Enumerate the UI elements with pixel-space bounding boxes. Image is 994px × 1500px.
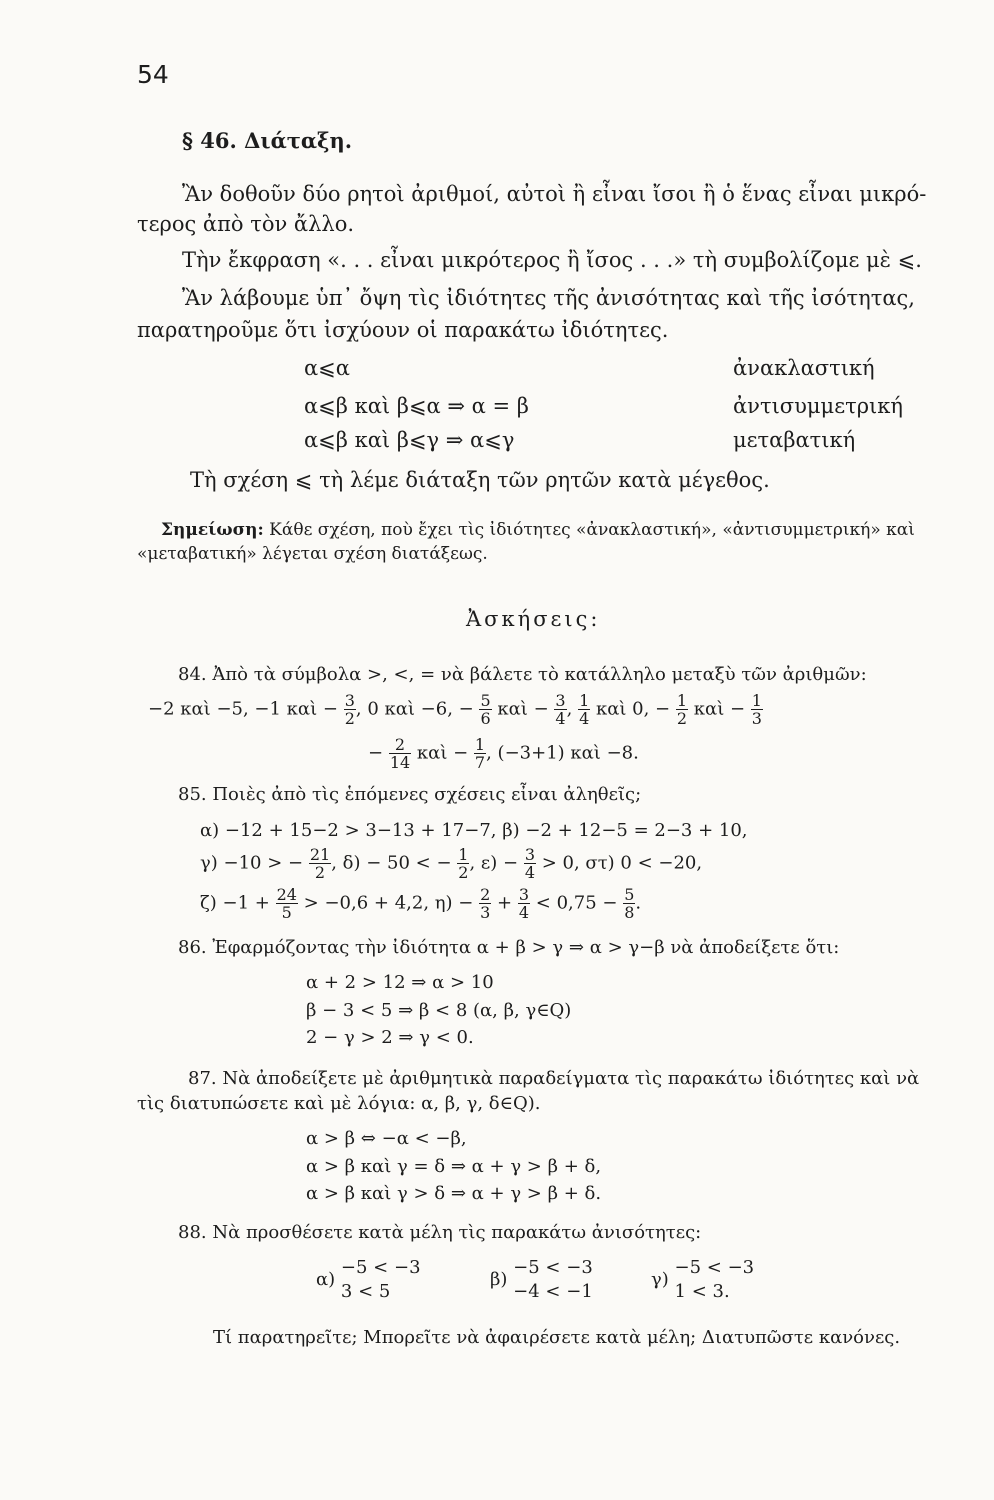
fraction-3-4-c: $\frac{3}{4}$ bbox=[518, 885, 530, 922]
exercise-87-line-2: α > β καὶ γ = δ ⇒ α + γ > β + δ, bbox=[306, 1156, 602, 1177]
ex85-text-r3e: . bbox=[635, 892, 642, 914]
ex85-text-r3b: > −0,6 + 4,2, η) − bbox=[297, 892, 474, 914]
ex88-label-a: α) bbox=[316, 1269, 336, 1290]
fraction-5-8: $\frac{5}{8}$ bbox=[624, 885, 635, 922]
exercise-84-intro: 84. Ἀπὸ τὰ σύμβολα >, <, = νὰ βάλετε τὸ κατάλληλο μεταξὺ τῶν ἀριθμῶν: bbox=[178, 664, 867, 685]
property-formula-2: α⩽β καὶ β⩽α ⇒ α = β bbox=[304, 394, 529, 418]
ex85-text-r2a: γ) −10 > − bbox=[200, 852, 304, 874]
fraction-24-5: $\frac{24}{5}$ bbox=[276, 885, 297, 922]
exercise-85-row-2 bbox=[200, 846, 702, 881]
exercise-87-intro-1: 87. Νὰ ἀποδείξετε μὲ ἀριθμητικὰ παραδείγματα τὶς παρακάτω ἰδιότητες καὶ νὰ bbox=[188, 1068, 920, 1089]
ex84-text-i: , (−3+1) καὶ −8. bbox=[486, 742, 639, 764]
exercise-86-line-2: β − 3 < 5 ⇒ β < 8 (α, β, γ∈Q) bbox=[306, 1000, 572, 1021]
ex85-text-r2b: , δ) − 50 < − bbox=[331, 852, 452, 874]
fraction-1-7: $\frac{1}{7}$ bbox=[474, 735, 486, 772]
fraction-1-2: $\frac{1}{2}$ bbox=[676, 691, 688, 728]
note-label: Σημείωση: bbox=[161, 520, 264, 540]
fraction-1-3: $\frac{1}{3}$ bbox=[751, 691, 762, 728]
exercise-84-row-2 bbox=[368, 736, 639, 771]
page-number: 54 bbox=[137, 60, 169, 89]
ex84-text-b: , 0 καὶ −6, − bbox=[355, 698, 474, 720]
ex85-text-r3d: < 0,75 − bbox=[530, 892, 618, 914]
fraction-2-3: $\frac{2}{3}$ bbox=[480, 885, 491, 922]
exercises-title: Ἀσκήσεις: bbox=[466, 607, 601, 631]
paragraph-3-line-2: παρατηροῦμε ὅτι ἰσχύουν οἱ παρακάτω ἰδιότητες. bbox=[137, 318, 669, 342]
exercise-88-system-a bbox=[316, 1256, 421, 1304]
ex84-text-c: καὶ − bbox=[491, 698, 549, 720]
ex85-text-r2c: , ε) − bbox=[469, 852, 519, 874]
exercise-88-system-c bbox=[651, 1256, 754, 1304]
exercise-85-intro: 85. Ποιὲς ἀπὸ τὶς ἑπόμενες σχέσεις εἶναι ἀληθεῖς; bbox=[178, 784, 642, 805]
exercise-86-line-1: α + 2 > 12 ⇒ α > 10 bbox=[306, 972, 494, 993]
section-title: § 46. Διάταξη. bbox=[182, 128, 353, 153]
fraction-5-6: $\frac{5}{6}$ bbox=[480, 691, 491, 728]
fraction-3-4: $\frac{3}{4}$ bbox=[555, 691, 566, 728]
exercise-85-row-3 bbox=[200, 886, 641, 921]
ex84-text-e: καὶ 0, − bbox=[590, 698, 671, 720]
ex84-text-d: , bbox=[566, 698, 573, 720]
ex88-label-b: β) bbox=[490, 1269, 508, 1290]
property-name-2: ἀντισυμμετρική bbox=[733, 394, 903, 418]
ex84-text-f: καὶ − bbox=[688, 698, 746, 720]
property-name-1: ἀνακλαστική bbox=[733, 356, 875, 380]
property-name-3: μεταβατική bbox=[733, 428, 856, 452]
fraction-3-4-b: $\frac{3}{4}$ bbox=[524, 845, 535, 882]
property-formula-1: α⩽α bbox=[304, 356, 350, 380]
fraction-21-2: $\frac{21}{2}$ bbox=[309, 845, 331, 882]
ex84-text-g: − bbox=[368, 742, 384, 764]
fraction-2-14: $\frac{2}{14}$ bbox=[389, 735, 411, 772]
ex84-text-h: καὶ − bbox=[411, 742, 469, 764]
definition-text: Τὴ σχέση ⩽ τὴ λέμε διάταξη τῶν ρητῶν κατὰ μέγεθος. bbox=[190, 468, 770, 492]
paragraph-1-line-1: Ἂν δοθοῦν δύο ρητοὶ ἀριθμοί, αὐτοὶ ἢ εἶναι ἴσοι ἢ ὁ ἕνας εἶναι μικρό- bbox=[182, 182, 927, 206]
paragraph-2: Τὴν ἔκφραση «. . . εἶναι μικρότερος ἢ ἴσος . . .» τὴ συμβολίζομε μὲ ⩽. bbox=[182, 248, 922, 272]
exercise-86-intro: 86. Ἐφαρμόζοντας τὴν ἰδιότητα α + β > γ ⇒ α > γ−β νὰ ἀποδείξετε ὅτι: bbox=[178, 937, 840, 958]
exercise-86-line-3: 2 − γ > 2 ⇒ γ < 0. bbox=[306, 1027, 474, 1048]
note-text-1: Κάθε σχέση, ποὺ ἔχει τὶς ἰδιότητες «ἀνακλαστική», «ἀντισυμμετρική» καὶ bbox=[263, 520, 915, 540]
ex88-label-c: γ) bbox=[651, 1269, 669, 1290]
exercise-87-line-3: α > β καὶ γ > δ ⇒ α + γ > β + δ. bbox=[306, 1183, 602, 1204]
paragraph-1-line-2: τερος ἀπὸ τὸν ἄλλο. bbox=[137, 212, 355, 236]
ex85-text-r3a: ζ) −1 + bbox=[200, 892, 270, 914]
ex85-text-r2d: > 0, στ) 0 < −20, bbox=[536, 852, 703, 874]
paragraph-3-line-1: Ἂν λάβουμε ὑπ᾿ ὄψη τὶς ἰδιότητες τῆς ἀνισότητας καὶ τῆς ἰσότητας, bbox=[182, 286, 915, 310]
ex88-stack-c: −5 < −3 1 < 3. bbox=[674, 1257, 755, 1302]
fraction-1-2-b: $\frac{1}{2}$ bbox=[458, 845, 469, 882]
exercise-84-row-1 bbox=[148, 692, 763, 727]
ex85-text-r3c: + bbox=[491, 892, 513, 914]
closing-question: Τί παρατηρεῖτε; Μπορεῖτε νὰ ἀφαιρέσετε κατὰ μέλη; Διατυπῶστε κανόνες. bbox=[213, 1327, 901, 1348]
exercise-87-line-1: α > β ⇔ −α < −β, bbox=[306, 1128, 467, 1149]
exercise-88-intro: 88. Νὰ προσθέσετε κατὰ μέλη τὶς παρακάτω ἀνισότητες: bbox=[178, 1222, 702, 1243]
exercise-87-intro-2: τὶς διατυπώσετε καὶ μὲ λόγια: α, β, γ, δ∈Q). bbox=[137, 1093, 541, 1114]
fraction-3-2: $\frac{3}{2}$ bbox=[344, 691, 355, 728]
ex84-text-a: −2 καὶ −5, −1 καὶ − bbox=[148, 698, 338, 720]
fraction-1-4: $\frac{1}{4}$ bbox=[579, 691, 590, 728]
property-formula-3: α⩽β καὶ β⩽γ ⇒ α⩽γ bbox=[304, 428, 515, 452]
exercise-85-row-1: α) −12 + 15−2 > 3−13 + 17−7, β) −2 + 12−5 = 2−3 + 10, bbox=[200, 820, 748, 841]
note-line-2: «μεταβατική» λέγεται σχέση διατάξεως. bbox=[137, 544, 488, 564]
exercise-88-system-b bbox=[490, 1256, 593, 1304]
ex88-stack-b: −5 < −3 −4 < −1 bbox=[513, 1257, 593, 1302]
note-line-1 bbox=[161, 520, 915, 540]
ex88-stack-a: −5 < −3 3 < 5 bbox=[340, 1257, 421, 1302]
